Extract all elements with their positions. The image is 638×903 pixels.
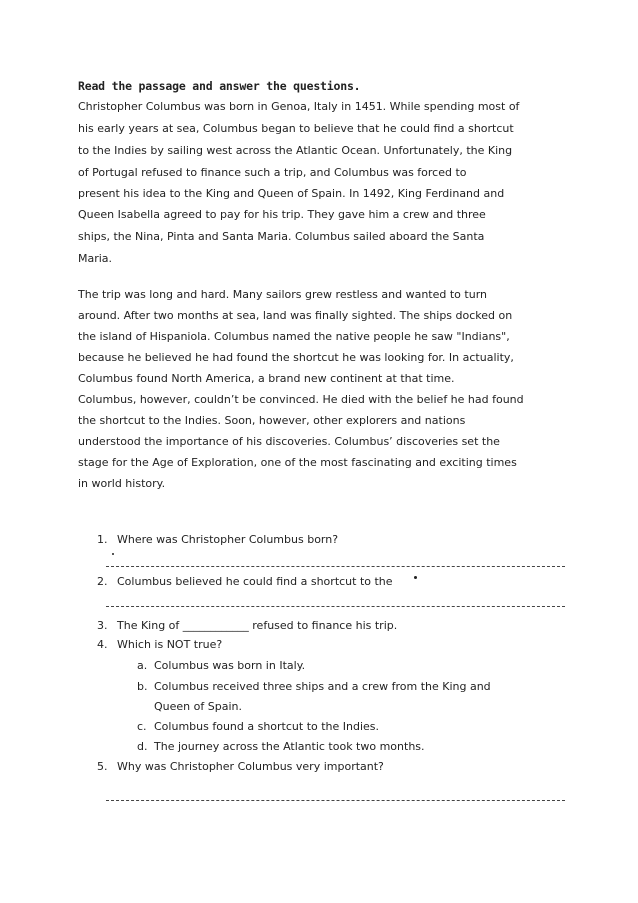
passage-line: around. After two months at sea, land was finally sighted. The ships docked on: [78, 309, 513, 322]
passage-line: to the Indies by sailing west across the Atlantic Ocean. Unfortunately, the King: [78, 144, 513, 157]
passage-line: The trip was long and hard. Many sailors grew restless and wanted to turn: [78, 288, 487, 301]
answer-line-1[interactable]: [106, 566, 565, 567]
passage-line: Queen Isabella agreed to pay for his trip. They gave him a crew and three: [78, 208, 486, 221]
passage-line: the island of Hispaniola. Columbus named the native people he saw "Indians",: [78, 330, 510, 343]
passage-line: Columbus found North America, a brand new continent at that time.: [78, 372, 455, 385]
question-5-text: Why was Christopher Columbus very important?: [117, 760, 384, 773]
option-b-continuation: Queen of Spain.: [154, 700, 242, 713]
question-number: 4.: [97, 638, 108, 651]
passage-line: present his idea to the King and Queen of Spain. In 1492, King Ferdinand and: [78, 187, 505, 200]
passage-line: Christopher Columbus was born in Genoa, Italy in 1451. While spending most of: [78, 100, 520, 113]
answer-line-5[interactable]: [106, 800, 565, 801]
question-3-text: The King of ____________ refused to finance his trip.: [117, 619, 398, 632]
passage-line: because he believed he had found the shortcut he was looking for. In actuality,: [78, 351, 514, 364]
question-number: 5.: [97, 760, 108, 773]
passage-line: the shortcut to the Indies. Soon, however, other explorers and nations: [78, 414, 466, 427]
passage-line: stage for the Age of Exploration, one of the most fascinating and exciting times: [78, 456, 517, 469]
question-1-text: Where was Christopher Columbus born?: [117, 533, 339, 546]
passage-line: his early years at sea, Columbus began to believe that he could find a shortcut: [78, 122, 514, 135]
passage-line: understood the importance of his discoveries. Columbus’ discoveries set the: [78, 435, 500, 448]
question-number: 1.: [97, 533, 108, 546]
bullet-mark: [414, 576, 417, 579]
option-letter: a.: [137, 659, 148, 672]
question-4-text: Which is NOT true?: [117, 638, 223, 651]
option-letter: c.: [137, 720, 147, 733]
option-d-text: The journey across the Atlantic took two months.: [154, 740, 425, 753]
question-number: 3.: [97, 619, 108, 632]
bullet-mark: [112, 553, 114, 555]
passage-line: in world history.: [78, 477, 166, 490]
question-2-text: Columbus believed he could find a shortcut to the: [117, 575, 393, 588]
option-c-text: Columbus found a shortcut to the Indies.: [154, 720, 380, 733]
instructions-heading: Read the passage and answer the questions.: [78, 79, 361, 93]
option-a-text: Columbus was born in Italy.: [154, 659, 306, 672]
passage-line: Columbus, however, couldn’t be convinced. He died with the belief he had found: [78, 393, 524, 406]
option-letter: b.: [137, 680, 148, 693]
answer-line-2[interactable]: [106, 606, 565, 607]
passage-line: of Portugal refused to finance such a trip, and Columbus was forced to: [78, 166, 467, 179]
option-b-text: Columbus received three ships and a crew from the King and: [154, 680, 491, 693]
passage-line: ships, the Nina, Pinta and Santa Maria. Columbus sailed aboard the Santa: [78, 230, 485, 243]
passage-line: Maria.: [78, 252, 113, 265]
option-letter: d.: [137, 740, 148, 753]
question-number: 2.: [97, 575, 108, 588]
